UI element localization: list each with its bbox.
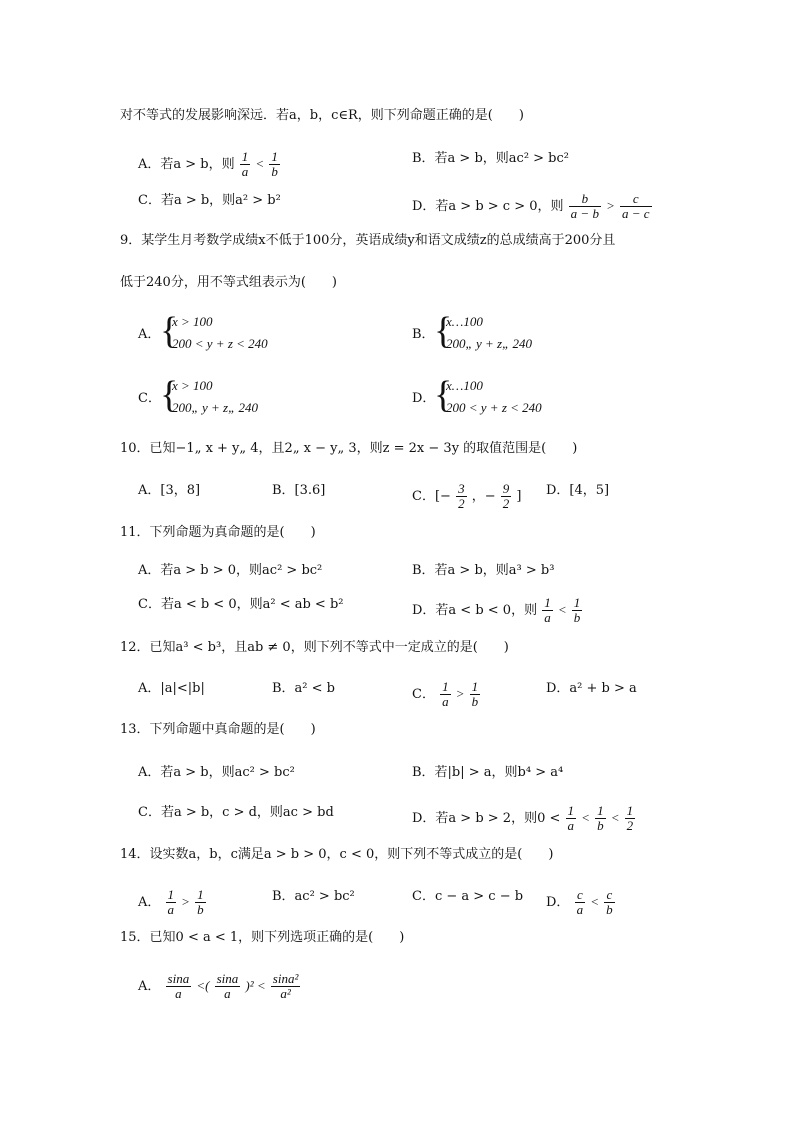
q15-a-text: A． bbox=[138, 979, 161, 994]
operator: <( bbox=[196, 978, 210, 993]
numerator: 1 bbox=[567, 803, 575, 818]
operator: < bbox=[557, 602, 567, 617]
denominator: b bbox=[471, 694, 479, 709]
q13-option-a: A．若a > b，则ac² > bc² bbox=[138, 765, 295, 780]
q10-option-c bbox=[412, 482, 521, 511]
option-label: A． bbox=[138, 327, 161, 342]
fraction bbox=[604, 888, 615, 917]
q9-stem-line2: 低于240分，用不等式组表示为( ) bbox=[120, 275, 337, 290]
denominator: 2 bbox=[502, 496, 510, 511]
numerator: c bbox=[604, 888, 615, 903]
q14-d-text: D． bbox=[546, 895, 570, 910]
option-label: C． bbox=[138, 391, 161, 406]
system-row: x > 100 bbox=[172, 378, 213, 393]
numerator: 1 bbox=[626, 803, 634, 818]
numerator: 1 bbox=[471, 679, 479, 694]
denominator: b bbox=[197, 902, 204, 917]
fraction bbox=[240, 150, 251, 179]
fraction bbox=[470, 680, 481, 709]
numerator: sina bbox=[167, 971, 190, 986]
fraction bbox=[271, 972, 301, 1001]
numerator: c bbox=[575, 888, 586, 903]
q15-option-a bbox=[138, 972, 301, 1001]
q14-option-b: B．ac² > bc² bbox=[272, 889, 355, 904]
numerator: 9 bbox=[502, 481, 510, 496]
q11-option-b: B．若a > b，则a³ > b³ bbox=[412, 563, 555, 578]
denominator: a − c bbox=[622, 206, 650, 221]
q8-option-a bbox=[138, 150, 281, 179]
q8-a-text: A．若a > b，则 bbox=[138, 157, 235, 172]
denominator: a bbox=[567, 818, 575, 833]
brace-icon: { bbox=[434, 310, 453, 352]
separator: ，− bbox=[471, 489, 496, 504]
q9-option-c bbox=[138, 374, 338, 422]
brace-icon: { bbox=[160, 310, 179, 352]
fraction bbox=[566, 804, 577, 833]
q11-stem: 11．下列命题为真命题的是( ) bbox=[120, 525, 316, 540]
denominator: a − b bbox=[570, 206, 599, 221]
numerator: 1 bbox=[241, 149, 249, 164]
denominator: a bbox=[576, 902, 584, 917]
q11-option-d bbox=[412, 596, 583, 625]
q13-option-d bbox=[412, 804, 636, 833]
option-label: B． bbox=[412, 327, 435, 342]
q9-option-b bbox=[412, 310, 612, 358]
q13-stem: 13．下列命题中真命题的是( ) bbox=[120, 722, 316, 737]
numerator: 3 bbox=[458, 481, 465, 496]
denominator: a bbox=[167, 902, 175, 917]
q13-option-c: C．若a > b，c > d，则ac > bd bbox=[138, 805, 334, 820]
system-row: 200„ y + z„ 240 bbox=[172, 400, 259, 415]
fraction bbox=[195, 888, 206, 917]
fraction bbox=[572, 596, 583, 625]
q14-a-text: A． bbox=[138, 895, 161, 910]
q12-option-b: B．a² < b bbox=[272, 681, 335, 696]
operator: < bbox=[590, 894, 599, 909]
fraction bbox=[269, 150, 280, 179]
numerator: 1 bbox=[271, 149, 278, 164]
q14-stem: 14．设实数a，b，c满足a > b > 0，c < 0，则下列不等式成立的是( ) bbox=[120, 847, 554, 862]
operator: )² < bbox=[245, 978, 266, 993]
operator: < bbox=[581, 810, 590, 825]
q8-option-d bbox=[412, 192, 653, 221]
fraction bbox=[620, 192, 652, 221]
numerator: 1 bbox=[167, 887, 175, 902]
q12-option-a: A．|a|<|b| bbox=[138, 681, 205, 696]
denominator: b bbox=[271, 164, 278, 179]
numerator: 1 bbox=[442, 679, 449, 694]
numerator: sina bbox=[216, 971, 239, 986]
numerator: 1 bbox=[573, 595, 581, 610]
q10-option-a: A．[3，8] bbox=[138, 483, 201, 498]
denominator: b bbox=[606, 902, 613, 917]
q14-option-d bbox=[546, 888, 616, 917]
q9-option-d bbox=[412, 374, 612, 422]
system-row: x > 100 bbox=[172, 314, 213, 329]
numerator: sina² bbox=[272, 971, 299, 986]
q14-option-c: C．c − a > c − b bbox=[412, 889, 524, 904]
q8-option-b: B．若a > b，则ac² > bc² bbox=[412, 151, 569, 166]
numerator: c bbox=[620, 192, 652, 207]
brace-icon: { bbox=[160, 374, 179, 416]
denominator: 2 bbox=[626, 818, 634, 833]
q8-option-c: C．若a > b，则a² > b² bbox=[138, 193, 281, 208]
q10-stem: 10．已知−1„ x + y„ 4，且2„ x − y„ 3，则z = 2x − 3y 的取值范围是( ) bbox=[120, 441, 578, 456]
q10-option-d: D．[4，5] bbox=[546, 483, 610, 498]
q12-option-c bbox=[412, 680, 481, 709]
system-row: 200 < y + z < 240 bbox=[172, 336, 268, 351]
fraction bbox=[575, 888, 586, 917]
q9-stem-line1: 9．某学生月考数学成绩x不低于100分，英语成绩y和语文成绩z的总成绩高于200分且 bbox=[120, 233, 616, 248]
option-label: D． bbox=[412, 391, 436, 406]
fraction bbox=[456, 482, 467, 511]
numerator: 1 bbox=[197, 887, 204, 902]
denominator: a² bbox=[280, 986, 291, 1001]
fraction bbox=[542, 596, 553, 625]
denominator: b bbox=[597, 818, 604, 833]
system-row: 200 < y + z < 240 bbox=[446, 400, 542, 415]
q9-option-a bbox=[138, 310, 338, 358]
operator: < bbox=[255, 156, 265, 171]
q13-option-b: B．若|b| > a，则b⁴ > a⁴ bbox=[412, 765, 564, 780]
q14-option-a bbox=[138, 888, 207, 917]
brace-icon: { bbox=[434, 374, 453, 416]
denominator: b bbox=[573, 610, 581, 625]
fraction bbox=[166, 972, 192, 1001]
denominator: a bbox=[442, 694, 449, 709]
operator: > bbox=[181, 894, 190, 909]
fraction bbox=[625, 804, 636, 833]
denominator: a bbox=[175, 986, 182, 1001]
system-row: x…100 bbox=[446, 314, 483, 329]
q11-d-text: D．若a < b < 0，则 bbox=[412, 603, 538, 618]
fraction bbox=[166, 888, 177, 917]
denominator: 2 bbox=[458, 496, 465, 511]
bracket: ] bbox=[516, 489, 522, 504]
q13-d-text: D．若a > b > 2，则0 < bbox=[412, 811, 561, 826]
q11-option-c: C．若a < b < 0，则a² < ab < b² bbox=[138, 597, 344, 612]
operator: < bbox=[610, 810, 620, 825]
q12-stem: 12．已知a³ < b³，且ab ≠ 0，则下列不等式中一定成立的是( ) bbox=[120, 640, 509, 655]
fraction bbox=[595, 804, 606, 833]
numerator: 1 bbox=[544, 595, 551, 610]
q10-c-text: C．[− bbox=[412, 489, 451, 504]
q12-option-d: D．a² + b > a bbox=[546, 681, 637, 696]
operator: > bbox=[455, 686, 465, 701]
fraction bbox=[501, 482, 512, 511]
operator: > bbox=[606, 198, 615, 213]
q12-c-text: C． bbox=[412, 687, 435, 702]
denominator: a bbox=[544, 610, 551, 625]
fraction bbox=[440, 680, 451, 709]
numerator: 1 bbox=[597, 803, 604, 818]
q8-stem: 对不等式的发展影响深远．若a，b，c∈R，则下列命题正确的是( ) bbox=[120, 108, 524, 123]
q10-option-b: B．[3.6] bbox=[272, 483, 326, 498]
system-row: 200„ y + z„ 240 bbox=[446, 336, 533, 351]
fraction bbox=[215, 972, 241, 1001]
numerator: b bbox=[569, 192, 601, 207]
q15-stem: 15．已知0 < a < 1，则下列选项正确的是( ) bbox=[120, 930, 405, 945]
q8-d-text: D．若a > b > c > 0，则 bbox=[412, 199, 564, 214]
q11-option-a: A．若a > b > 0，则ac² > bc² bbox=[138, 563, 323, 578]
system-row: x…100 bbox=[446, 378, 483, 393]
denominator: a bbox=[241, 164, 249, 179]
fraction bbox=[569, 192, 601, 221]
denominator: a bbox=[224, 986, 231, 1001]
